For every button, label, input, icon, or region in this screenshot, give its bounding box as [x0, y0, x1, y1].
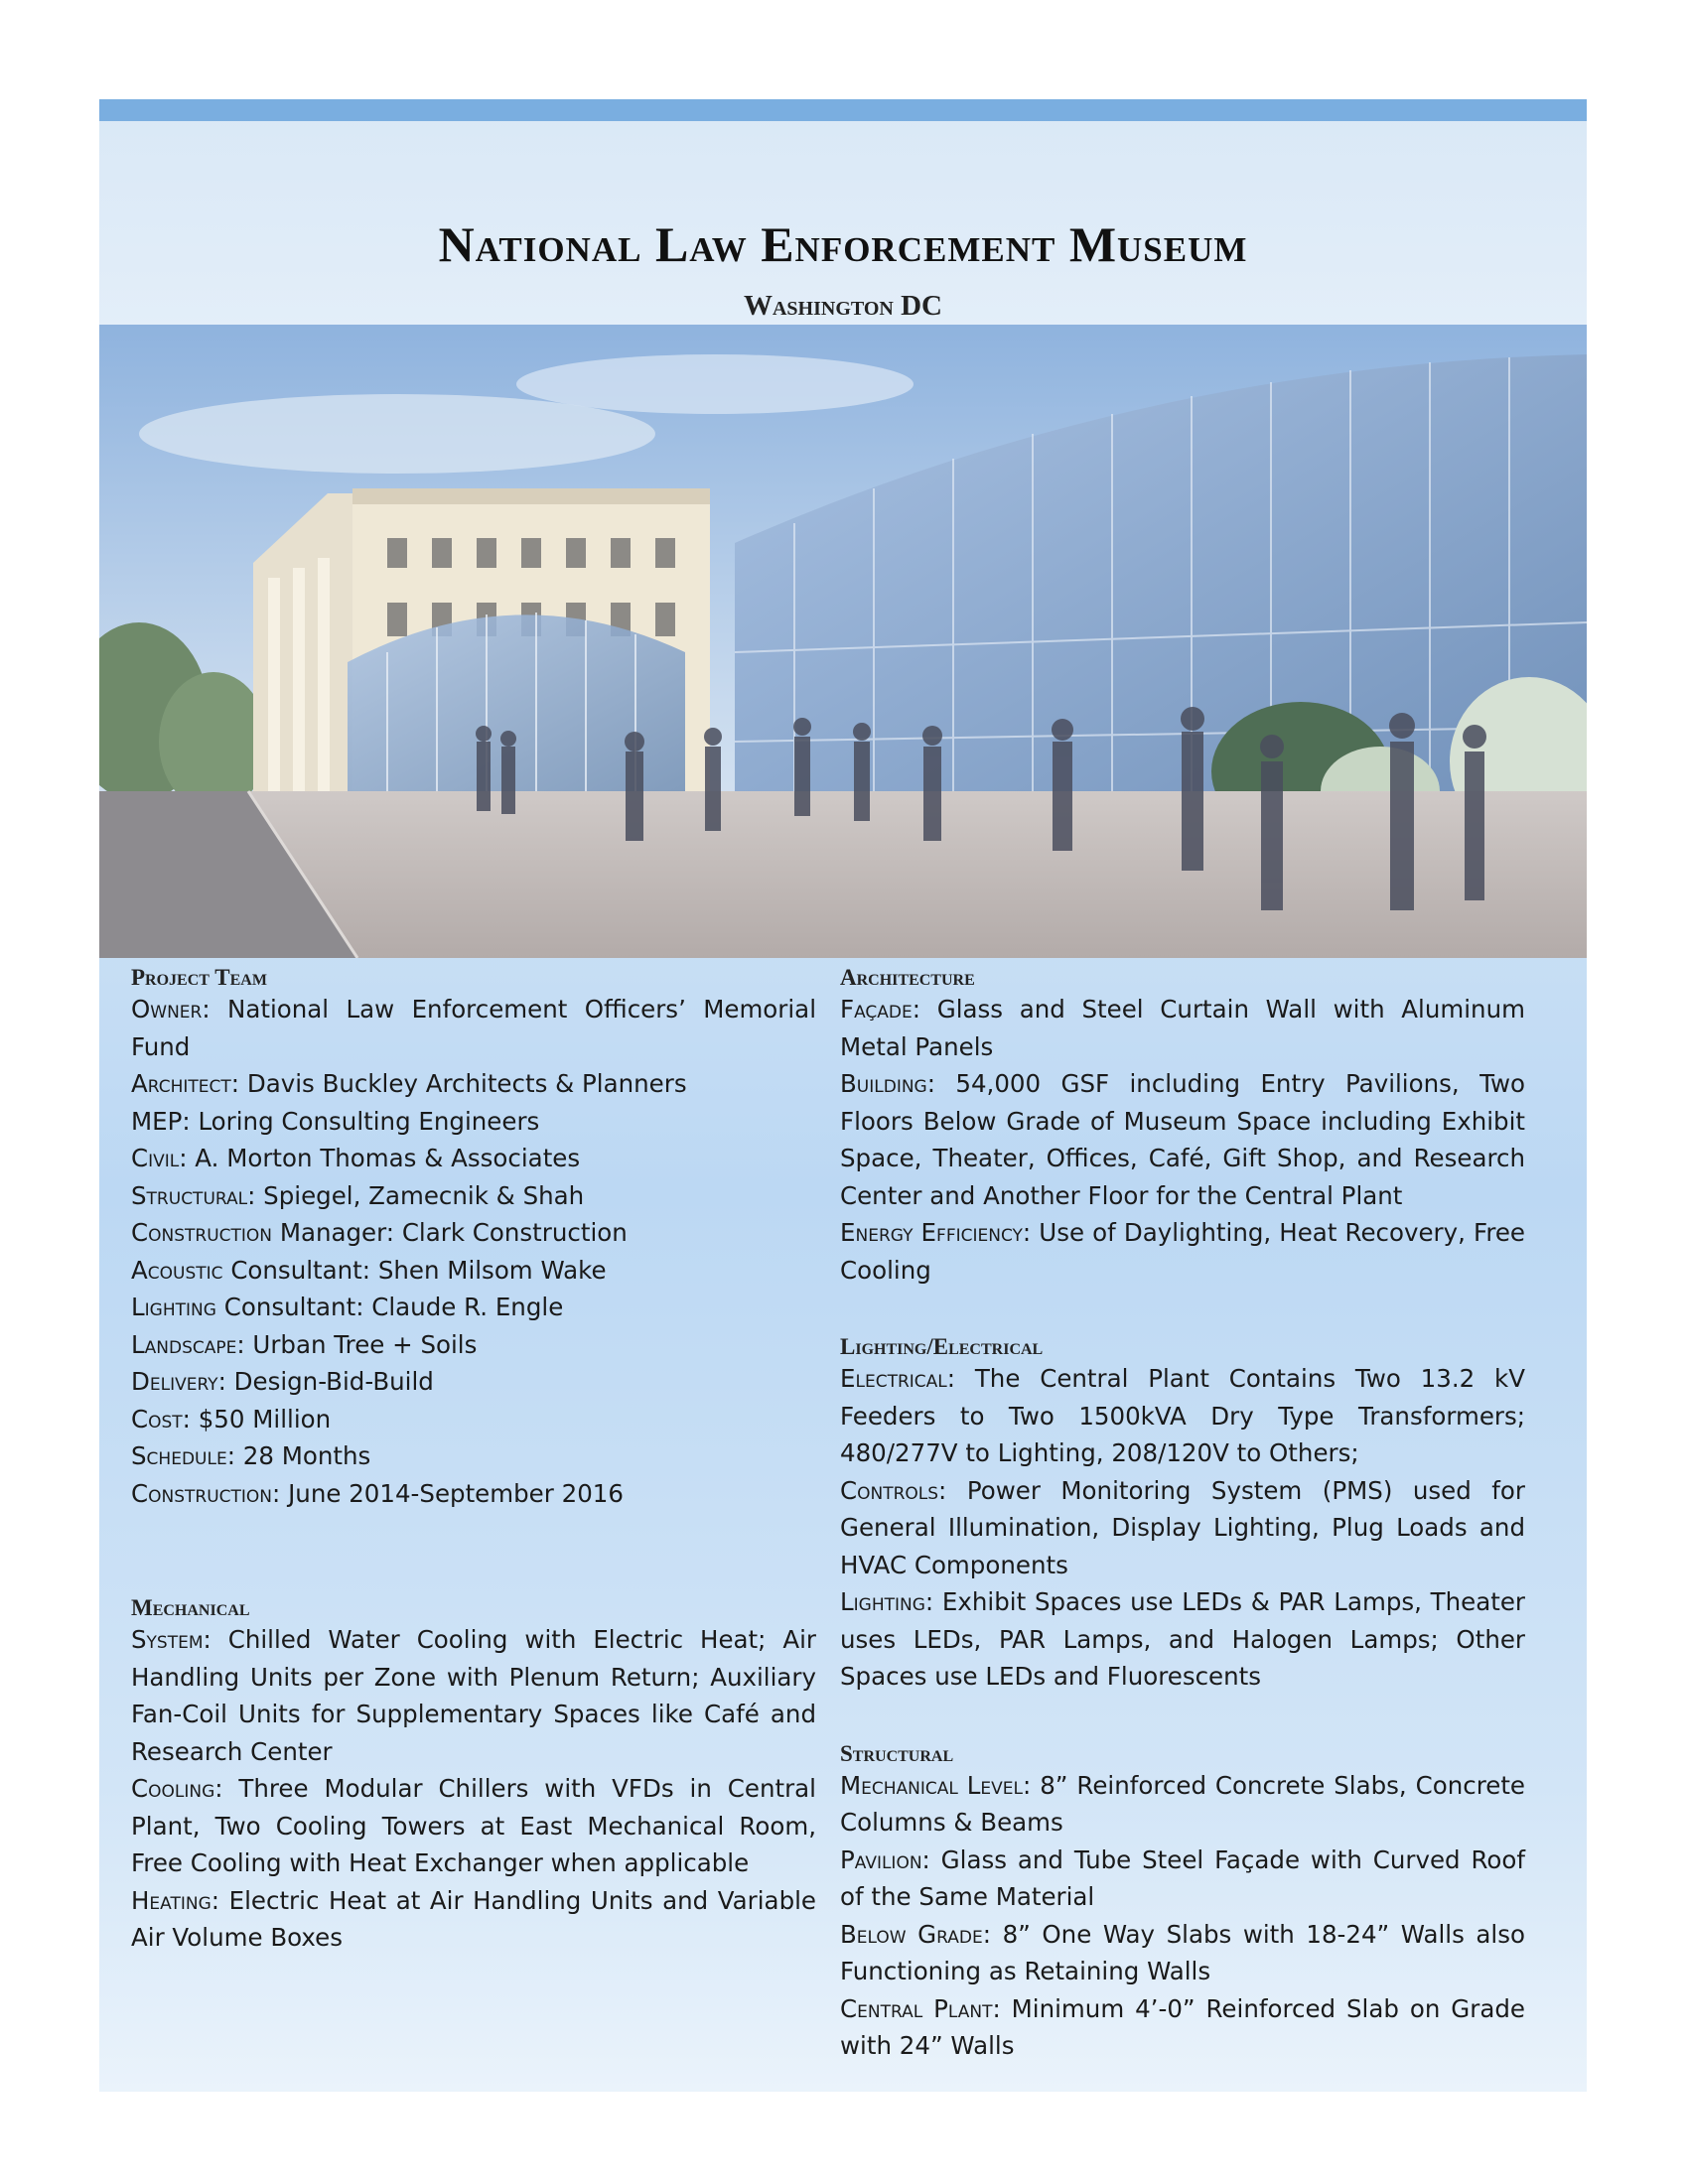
- list-item: Architect: Davis Buckley Architects & Planners: [131, 1069, 687, 1098]
- list-item: Construction: June 2014-September 2016: [131, 1478, 624, 1508]
- list-item: Pavilion: Glass and Tube Steel Façade with Curved Roof of the Same Material: [840, 1844, 1525, 1911]
- list-item: Mechanical Level: 8” Reinforced Concrete Slabs, Concrete Columns & Beams: [840, 1770, 1526, 1837]
- list-item: Building: 54,000 GSF including Entry Pavilions, Two Floors Below Grade of Museum Space including Exhibit Space, Theater, Offices, Café, Gift Shop, and Research Center and Another Floor for the Central Plant: [840, 1069, 1526, 1210]
- list-item: Electrical: The Central Plant Contains Two 13.2 kV Feeders to Two 1500kVA Dry Type Transformers; 480/277V to Lighting, 208/120V to Others;: [840, 1364, 1525, 1467]
- list-item: Civil: A. Morton Thomas & Associates: [131, 1144, 581, 1172]
- list-item: Acoustic Consultant: Shen Milsom Wake: [131, 1255, 607, 1285]
- list-item: Below Grade: 8” One Way Slabs with 18-24” Walls also Functioning as Retaining Walls: [840, 1919, 1525, 1985]
- list-item: Façade: Glass and Steel Curtain Wall with Aluminum Metal Panels: [840, 995, 1525, 1061]
- lighting-electrical-heading: Lighting/Electrical: [840, 1334, 1044, 1359]
- list-item: Structural: Spiegel, Zamecnik & Shah: [131, 1180, 585, 1210]
- left-column: [131, 965, 816, 1957]
- project-team-heading: Project Team: [131, 965, 267, 990]
- list-item: Lighting Consultant: Claude R. Engle: [131, 1293, 564, 1321]
- list-item: System: Chilled Water Cooling with Electric Heat; Air Handling Units per Zone with Plenum Return; Auxiliary Fan-Coil Units for Supplementary Spaces like Café and Research Center: [131, 1625, 816, 1766]
- list-item: Energy Efficiency: Use of Daylighting, Heat Recovery, Free Cooling: [840, 1218, 1526, 1285]
- list-item: Delivery: Design-Bid-Build: [131, 1367, 434, 1396]
- architecture-heading: Architecture: [840, 965, 975, 990]
- list-item: Cost: $50 Million: [131, 1404, 332, 1433]
- list-item: MEP: Loring Consulting Engineers: [131, 1106, 540, 1136]
- right-column: [840, 965, 1525, 2065]
- structural-heading: Structural: [840, 1740, 954, 1766]
- page-title: National Law Enforcement Museum: [438, 216, 1248, 272]
- list-item: Cooling: Three Modular Chillers with VFDs in Central Plant, Two Cooling Towers at East Mechanical Room, Free Cooling with Heat Exchanger when applicable: [131, 1774, 816, 1877]
- list-item: Landscape: Urban Tree + Soils: [131, 1329, 478, 1359]
- mechanical-heading: Mechanical: [131, 1595, 250, 1620]
- list-item: Central Plant: Minimum 4’-0” Reinforced Slab on Grade with 24” Walls: [840, 1993, 1525, 2060]
- list-item: Owner: National Law Enforcement Officers’ Memorial Fund: [131, 995, 817, 1061]
- accent-bar: [99, 99, 1587, 121]
- list-item: Controls: Power Monitoring System (PMS) used for General Illumination, Display Lighting, Plug Loads and HVAC Components: [840, 1475, 1525, 1579]
- building-rendering-image: [99, 325, 1587, 958]
- list-item: Heating: Electric Heat at Air Handling Units and Variable Air Volume Boxes: [131, 1885, 817, 1952]
- page-subtitle: Washington DC: [743, 290, 943, 322]
- poster-sheet: [99, 99, 1587, 2092]
- list-item: Schedule: 28 Months: [131, 1441, 371, 1470]
- list-item: Construction Manager: Clark Construction: [131, 1218, 628, 1247]
- list-item: Lighting: Exhibit Spaces use LEDs & PAR Lamps, Theater uses LEDs, PAR Lamps, and Halogen Lamps; Other Spaces use LEDs and Fluorescents: [840, 1587, 1525, 1691]
